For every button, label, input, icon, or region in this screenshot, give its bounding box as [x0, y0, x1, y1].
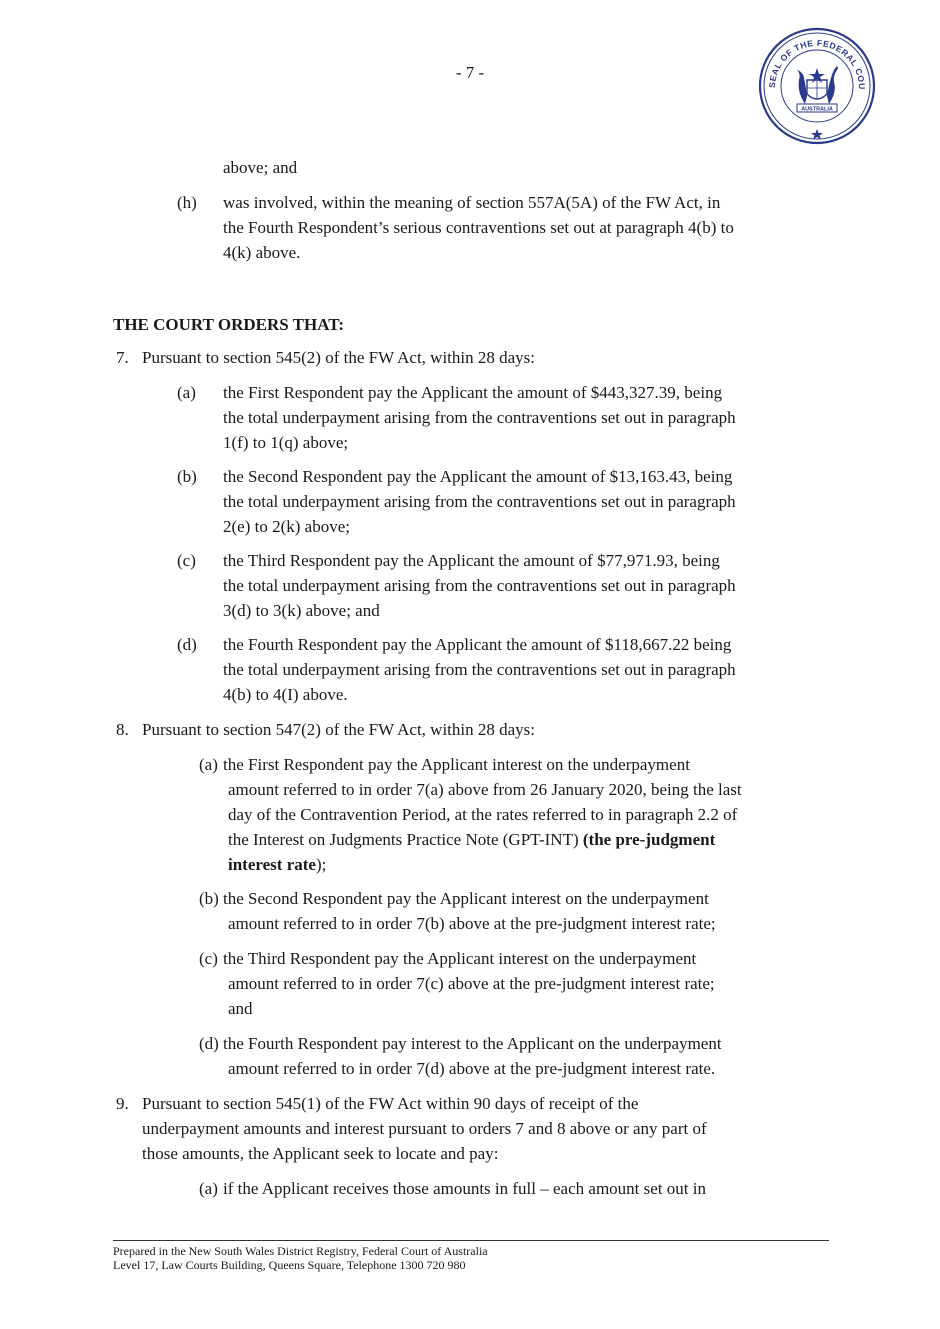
item-label: (d): [177, 635, 197, 654]
order-text-line: underpayment amounts and interest pursuant to orders 7 and 8 above or any part of: [142, 1119, 707, 1138]
footer-divider: [113, 1240, 829, 1241]
seal-banner-text: AUSTRALIA: [801, 106, 833, 113]
footer-registry-line: Prepared in the New South Wales District Registry, Federal Court of Australia: [113, 1244, 488, 1258]
item-text-line: the First Respondent pay the Applicant the amount of $443,327.39, being: [223, 383, 723, 402]
item-label: (a): [199, 1179, 218, 1198]
item-text-line: the Second Respondent pay the Applicant the amount of $13,163.43, being: [223, 467, 733, 486]
item-text-line: the total underpayment arising from the contraventions set out in paragraph: [223, 660, 736, 679]
item-text-line: the Third Respondent pay the Applicant the amount of $77,971.93, being: [223, 551, 720, 570]
seal-ring-text: SEAL OF THE FEDERAL COU: [766, 37, 868, 91]
item-label: (a): [199, 755, 218, 774]
item-text-line: 4(k) above.: [223, 243, 301, 262]
continuation-text: above; and: [223, 158, 298, 177]
item-text-line: the Fourth Respondent pay interest to the Applicant on the underpayment: [223, 1034, 722, 1053]
item-text-line: the total underpayment arising from the contraventions set out in paragraph: [223, 492, 736, 511]
item-text-line: the Second Respondent pay the Applicant interest on the underpayment: [223, 889, 709, 908]
item-text-line: [228, 852, 326, 877]
order-text: Pursuant to section 545(2) of the FW Act, within 28 days:: [142, 348, 536, 367]
footer-address-line: Level 17, Law Courts Building, Queens Square, Telephone 1300 720 980: [113, 1258, 466, 1272]
item-text-line: day of the Contravention Period, at the rates referred to in paragraph 2.2 of: [228, 805, 738, 824]
item-label: (b): [177, 467, 197, 486]
item-text-line: the Fourth Respondent pay the Applicant the amount of $118,667.22 being: [223, 635, 732, 654]
order-text: Pursuant to section 547(2) of the FW Act, within 28 days:: [142, 720, 536, 739]
item-label: (c): [199, 949, 218, 968]
item-text-line: 2(e) to 2(k) above;: [223, 517, 350, 536]
item-text-line: and: [228, 999, 253, 1018]
order-text-line: Pursuant to section 545(1) of the FW Act within 90 days of receipt of the: [142, 1094, 639, 1113]
defined-term: (the pre-judgment: [582, 830, 716, 849]
order-number: 7.: [116, 348, 129, 367]
item-text-line: the Fourth Respondent’s serious contraventions set out at paragraph 4(b) to: [223, 218, 734, 237]
item-text-line: the First Respondent pay the Applicant interest on the underpayment: [223, 755, 690, 774]
item-text-segment: );: [315, 855, 327, 874]
item-text-line: the total underpayment arising from the contraventions set out in paragraph: [223, 408, 736, 427]
item-text-line: [228, 827, 715, 852]
item-text-line: 3(d) to 3(k) above; and: [223, 601, 380, 620]
defined-term: interest rate: [228, 855, 316, 874]
seal-emblem-icon: [757, 22, 877, 147]
item-text-line: if the Applicant receives those amounts in full – each amount set out in: [223, 1179, 706, 1198]
item-label: (c): [177, 551, 196, 570]
item-text-line: the Third Respondent pay the Applicant interest on the underpayment: [223, 949, 697, 968]
item-text-line: 4(b) to 4(I) above.: [223, 685, 348, 704]
item-text-line: amount referred to in order 7(a) above from 26 January 2020, being the last: [228, 780, 742, 799]
item-text-line: amount referred to in order 7(c) above at the pre-judgment interest rate;: [228, 974, 715, 993]
item-text-line: the total underpayment arising from the contraventions set out in paragraph: [223, 576, 736, 595]
item-label: (h): [177, 193, 197, 212]
page-number: - 7 -: [455, 63, 485, 82]
item-text-line: 1(f) to 1(q) above;: [223, 433, 349, 452]
item-label: (a): [177, 383, 196, 402]
item-text-line: amount referred to in order 7(d) above at the pre-judgment interest rate.: [228, 1059, 716, 1078]
item-label: (d): [199, 1034, 219, 1053]
item-text-line: was involved, within the meaning of section 557A(5A) of the FW Act, in: [223, 193, 721, 212]
item-text-segment: the Interest on Judgments Practice Note (GPT-INT): [228, 830, 583, 849]
item-label: (b): [199, 889, 219, 908]
item-text-line: amount referred to in order 7(b) above at the pre-judgment interest rate;: [228, 914, 716, 933]
court-seal: [757, 22, 877, 147]
order-text-line: those amounts, the Applicant seek to locate and pay:: [142, 1144, 499, 1163]
orders-heading: THE COURT ORDERS THAT:: [113, 315, 344, 334]
order-number: 9.: [116, 1094, 129, 1113]
order-number: 8.: [116, 720, 129, 739]
